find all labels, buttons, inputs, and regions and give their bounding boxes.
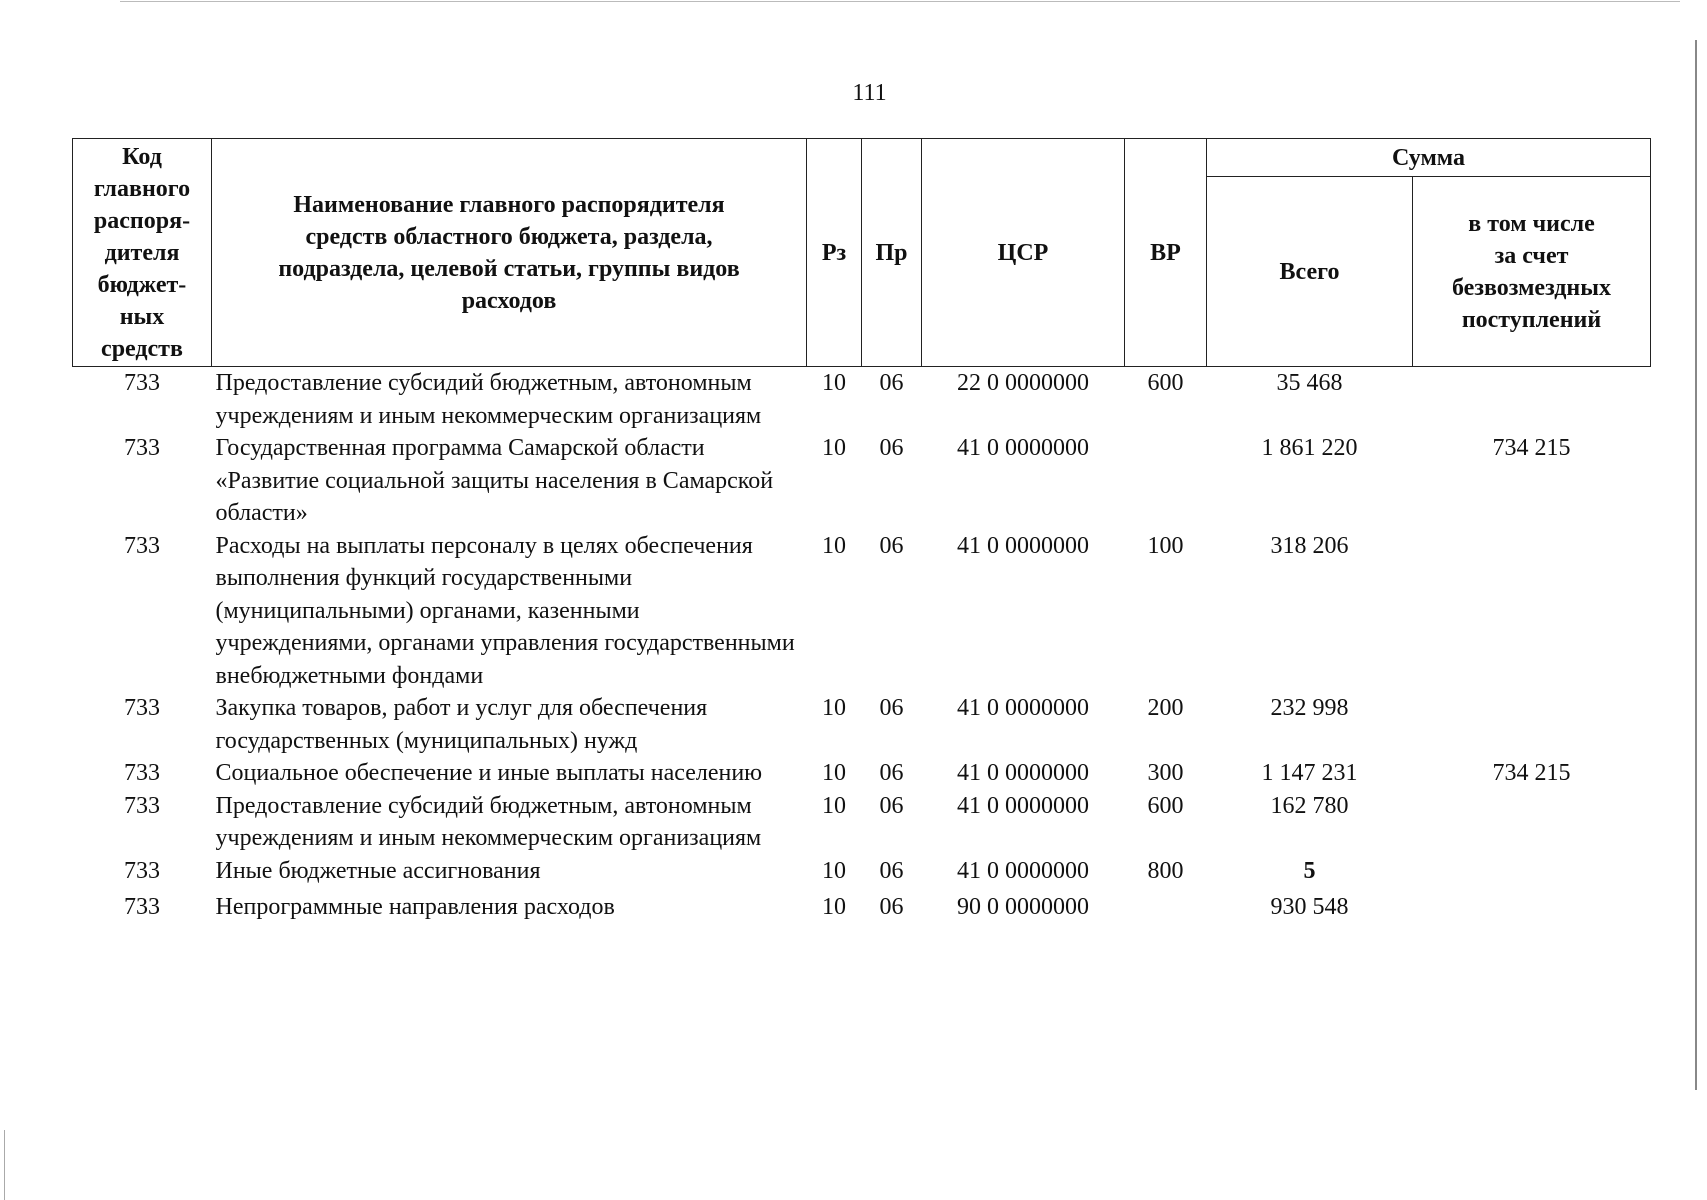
- row-free: [1413, 887, 1651, 924]
- row-rz: 10: [822, 857, 846, 884]
- row-pr: 06: [879, 435, 904, 461]
- header-vr: ВР: [1125, 139, 1207, 367]
- row-pr: 06: [879, 760, 904, 786]
- header-code-line: главного: [93, 175, 191, 202]
- header-code: [73, 139, 212, 367]
- row-pr: 06: [879, 532, 904, 559]
- row-vr: 200: [1147, 695, 1184, 721]
- row-csr: 41 0 0000000: [957, 435, 1089, 461]
- row-free: [1413, 692, 1651, 757]
- table-row: [73, 887, 1651, 924]
- header-sum: Сумма: [1207, 139, 1651, 177]
- row-name: Предоставление субсидий бюджетным, автономным учреждениям и иным некоммерческим организациям: [215, 370, 762, 429]
- row-total: 232 998: [1270, 695, 1349, 721]
- table-row: [73, 432, 1651, 530]
- row-rz: 10: [822, 695, 846, 721]
- row-free: [1413, 855, 1651, 888]
- row-csr: 41 0 0000000: [957, 857, 1089, 884]
- table-header: [73, 139, 1651, 367]
- row-rz: 10: [822, 370, 846, 396]
- header-name-line: расходов: [461, 287, 557, 314]
- header-rz: Рз: [807, 139, 862, 367]
- row-name: Иные бюджетные ассигнования: [215, 857, 541, 884]
- header-csr: ЦСР: [922, 139, 1125, 367]
- row-vr: 600: [1147, 370, 1184, 396]
- row-name: Государственная программа Самарской области «Развитие социальной защиты населения в Самарской области»: [215, 435, 774, 526]
- row-pr: 06: [879, 857, 904, 884]
- row-vr: [1125, 432, 1207, 530]
- row-name: Закупка товаров, работ и услуг для обеспечения государственных (муниципальных) нужд: [215, 695, 708, 754]
- row-code: 733: [124, 760, 160, 786]
- row-code: 733: [124, 695, 160, 721]
- row-csr: 41 0 0000000: [957, 760, 1089, 786]
- row-total: 930 548: [1270, 894, 1349, 920]
- row-csr: 22 0 0000000: [957, 370, 1089, 396]
- header-name-line: Наименование главного распорядителя: [293, 191, 725, 218]
- row-pr: 06: [879, 894, 904, 920]
- row-csr: 41 0 0000000: [957, 695, 1089, 721]
- scan-edge-left: [4, 1130, 5, 1200]
- row-rz: 10: [822, 792, 846, 819]
- row-code: 733: [124, 370, 160, 396]
- row-rz: 10: [822, 435, 846, 461]
- row-csr: 90 0 0000000: [957, 894, 1089, 920]
- row-name: Расходы на выплаты персоналу в целях обеспечения выполнения функций государственными (муниципальными) органами, казенными учреждениями, органами управления государственными внебюджетными фондами: [215, 532, 795, 689]
- header-code-line: бюджет-: [97, 271, 187, 298]
- row-csr: 41 0 0000000: [957, 792, 1089, 819]
- row-code: 733: [124, 435, 160, 461]
- header-free-line: поступлений: [1461, 306, 1602, 333]
- table-row: [73, 367, 1651, 433]
- header-free: [1413, 177, 1651, 367]
- row-code: 733: [124, 857, 160, 884]
- table-row: [73, 530, 1651, 693]
- row-free: 734 215: [1492, 435, 1571, 461]
- budget-table: [72, 138, 1651, 924]
- header-code-line: распоря-: [93, 207, 191, 234]
- header-code-line: дителя: [104, 239, 180, 266]
- row-total: 5: [1303, 857, 1316, 884]
- row-total: 35 468: [1276, 370, 1343, 396]
- row-name: Социальное обеспечение и иные выплаты населению: [215, 760, 763, 786]
- row-vr: 800: [1147, 857, 1184, 884]
- row-rz: 10: [822, 760, 846, 786]
- page-number: 111: [852, 80, 887, 106]
- table-row: [73, 855, 1651, 888]
- header-free-line: безвозмездных: [1452, 274, 1611, 301]
- header-name-line: подраздела, целевой статьи, группы видов: [278, 255, 740, 282]
- row-pr: 06: [879, 695, 904, 721]
- scan-edge-right: [1695, 40, 1697, 1090]
- row-csr: 41 0 0000000: [957, 532, 1089, 559]
- row-name: Предоставление субсидий бюджетным, автономным учреждениям и иным некоммерческим организациям: [215, 792, 762, 851]
- header-total: Всего: [1207, 177, 1413, 367]
- header-code-line: ных: [119, 303, 165, 330]
- row-code: 733: [124, 792, 160, 819]
- row-total: 318 206: [1270, 532, 1349, 559]
- row-vr: 600: [1147, 792, 1184, 819]
- row-free: [1413, 790, 1651, 855]
- row-total: 162 780: [1270, 792, 1349, 819]
- table-row: [73, 757, 1651, 790]
- row-pr: 06: [879, 792, 904, 819]
- header-pr: Пр: [862, 139, 922, 367]
- header-name-line: средств областного бюджета, раздела,: [305, 223, 713, 250]
- table-body: [73, 367, 1651, 924]
- row-rz: 10: [822, 894, 846, 920]
- row-vr: 300: [1147, 760, 1184, 786]
- scan-edge-top: [120, 1, 1680, 2]
- header-free-line: за счет: [1494, 242, 1569, 269]
- table-row: [73, 790, 1651, 855]
- row-code: 733: [124, 532, 160, 559]
- row-name: Непрограммные направления расходов: [215, 894, 615, 920]
- header-code-line: Код: [122, 143, 162, 170]
- row-code: 733: [124, 894, 160, 920]
- row-pr: 06: [879, 370, 904, 396]
- row-free: 734 215: [1492, 760, 1571, 786]
- row-total: 1 147 231: [1261, 760, 1358, 786]
- header-code-line: средств: [101, 335, 183, 362]
- row-vr: [1125, 887, 1207, 924]
- row-rz: 10: [822, 532, 846, 559]
- row-total: 1 861 220: [1261, 435, 1358, 461]
- row-vr: 100: [1147, 532, 1184, 559]
- table-row: [73, 692, 1651, 757]
- row-free: [1413, 530, 1651, 693]
- header-free-line: в том числе: [1468, 210, 1595, 237]
- header-name: [212, 139, 807, 367]
- row-free: [1413, 367, 1651, 433]
